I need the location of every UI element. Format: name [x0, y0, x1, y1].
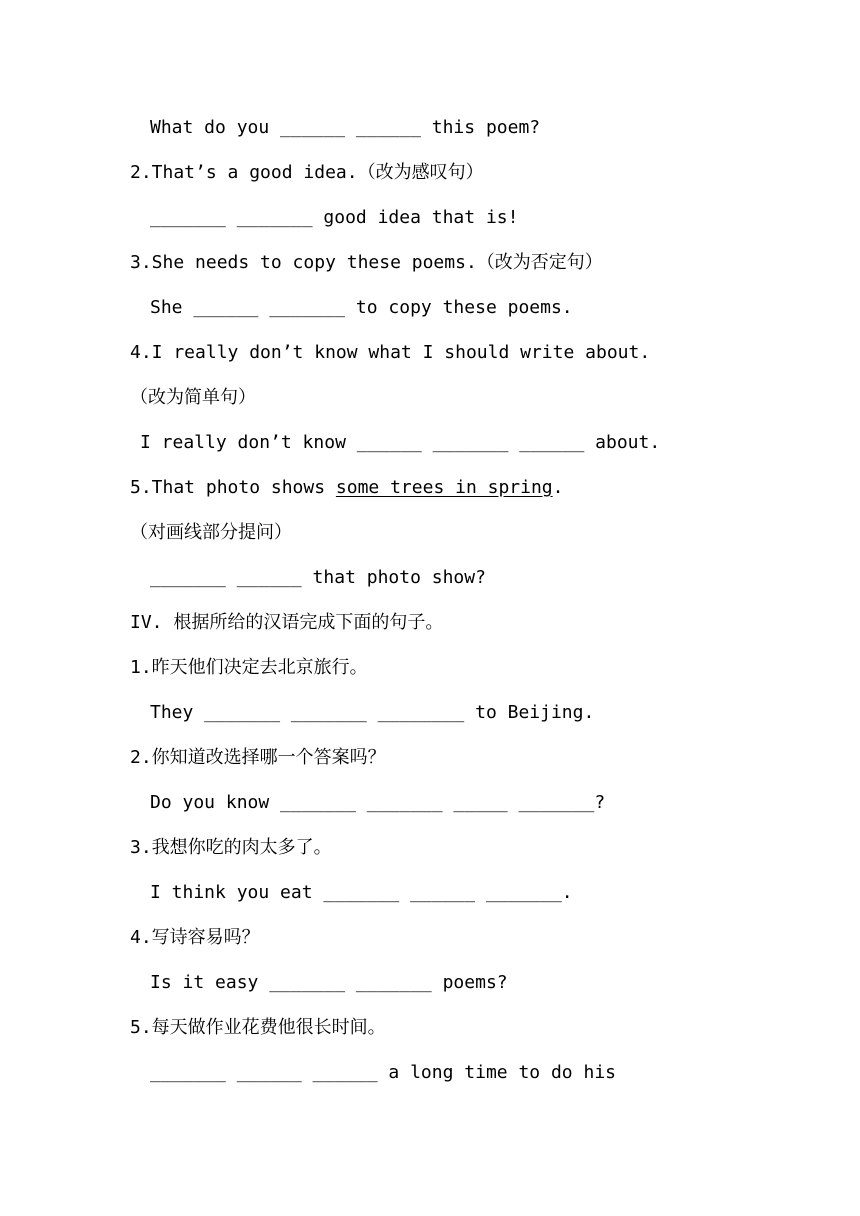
section-iv-answer-3: I think you eat _______ ______ _______.	[150, 882, 573, 903]
answer-line-5: _______ ______ that photo show?	[150, 567, 486, 588]
section-iv-question-3: 3.我想你吃的肉太多了。	[130, 837, 332, 858]
section-iv-question-2: 2.你知道改选择哪一个答案吗？	[130, 747, 386, 768]
section-iv-answer-1: They _______ _______ ________ to Beijing.	[150, 702, 595, 723]
answer-line-3: She ______ _______ to copy these poems.	[150, 297, 573, 318]
section-iv-question-4: 4.写诗容易吗？	[130, 927, 260, 948]
section-iv-answer-5: _______ ______ ______ a long time to do his	[150, 1062, 616, 1083]
question-5-sentence: 5.That photo shows some trees in spring.	[130, 477, 564, 498]
section-iv-question-5: 5.每天做作业花费他很长时间。	[130, 1017, 386, 1038]
section-iv-question-1: 1.昨天他们决定去北京旅行。	[130, 657, 368, 678]
underlined-phrase: some trees in spring	[335, 477, 553, 498]
section-iv-heading: IV. 根据所给的汉语完成下面的句子。	[130, 612, 444, 633]
answer-line-4: I really don’t know ______ _______ ______ about.	[140, 432, 661, 453]
answer-line-1: What do you ______ ______ this poem?	[150, 117, 541, 138]
question-2-exclamation: 2.That’s a good idea.（改为感叹句）	[130, 162, 484, 183]
question-4-sentence: 4.I really don’t know what I should write about.	[130, 342, 651, 363]
question-3-negative: 3.She needs to copy these poems.（改为否定句）	[130, 252, 603, 273]
section-iv-answer-2: Do you know _______ _______ _____ _______?	[150, 792, 606, 813]
question-5-instruction: （对画线部分提问）	[130, 522, 292, 543]
question-4-instruction: （改为简单句）	[130, 387, 256, 408]
answer-line-2: _______ _______ good idea that is!	[150, 207, 519, 228]
section-iv-answer-4: Is it easy _______ _______ poems?	[150, 972, 508, 993]
